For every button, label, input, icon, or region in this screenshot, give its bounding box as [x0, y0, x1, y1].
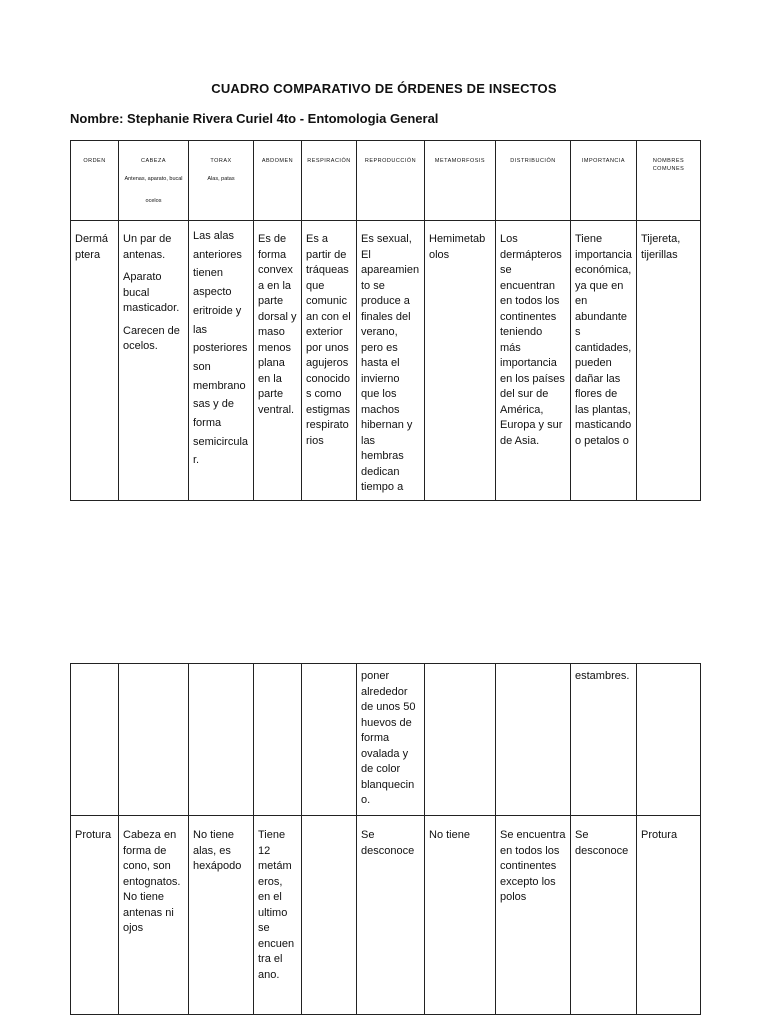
cell-reproduccion: Es sexual, El apareamiento se produce a finales del verano, pero es hasta el invierno que los machos hibernan y las hembras dedican tiempo a: [357, 221, 425, 501]
table-row: [71, 816, 701, 1015]
header-abdomen: ABDOMEN: [254, 141, 302, 221]
cell-torax: Las alas anteriores tienen aspecto eritroide y las posteriores son membranosas y de forma semicircular.: [189, 221, 254, 501]
cell-importancia: estambres.: [571, 664, 637, 816]
header-nombres-comunes: NOMBRES COMUNES: [637, 141, 701, 221]
header-importancia: IMPORTANCIA: [571, 141, 637, 221]
header-respiracion: RESPIRACIÓN: [302, 141, 357, 221]
cell-cabeza: Un par de antenas. Aparato bucal masticador. Carecen de ocelos.: [119, 221, 189, 501]
cell-reproduccion: Se desconoce: [357, 816, 425, 1015]
cell-abdomen: [254, 664, 302, 816]
cell-torax: No tiene alas, es hexápodo: [189, 816, 254, 1015]
cell-distribucion: Los dermápteros se encuentran en todos los continentes teniendo más importancia en los países del sur de América, Europa y sur de Asia.: [496, 221, 571, 501]
header-distribucion: DISTRIBUCIÓN: [496, 141, 571, 221]
cell-metamorfosis: No tiene: [425, 816, 496, 1015]
cell-cabeza: [119, 664, 189, 816]
cell-orden: Dermáptera: [71, 221, 119, 501]
cell-respiracion: Es a partir de tráqueas que comunican con el exterior por unos agujeros conocidos como estigmas respiratorios: [302, 221, 357, 501]
header-reproduccion: REPRODUCCIÓN: [357, 141, 425, 221]
cell-importancia: Tiene importancia económica, ya que en en abundantes cantidades, pueden dañar las flores de las plantas, masticando o petalos o: [571, 221, 637, 501]
cell-nombres-comunes: Tijereta, tijerillas: [637, 221, 701, 501]
table-row: [71, 221, 701, 501]
cell-abdomen: Es de forma convexa en la parte dorsal y maso menos plana en la parte ventral.: [254, 221, 302, 501]
cell-nombres-comunes: [637, 664, 701, 816]
header-metamorfosis: METAMORFOSIS: [425, 141, 496, 221]
cell-metamorfosis: [425, 664, 496, 816]
author-line: Nombre: Stephanie Rivera Curiel 4to - Entomologia General: [70, 111, 439, 126]
cell-torax: [189, 664, 254, 816]
cell-distribucion: [496, 664, 571, 816]
page-title: CUADRO COMPARATIVO DE ÓRDENES DE INSECTOS: [211, 81, 557, 96]
insect-orders-table-continued: [70, 663, 701, 1015]
cell-respiracion: [302, 816, 357, 1015]
header-cabeza: CABEZA Antenas, aparato, bucal ocelos: [119, 141, 189, 221]
cell-reproduccion: poner alrededor de unos 50 huevos de forma ovalada y de color blanquecino.: [357, 664, 425, 816]
table-row: [71, 664, 701, 816]
header-torax: TORAX Alas, patas: [189, 141, 254, 221]
cell-distribucion: Se encuentra en todos los continentes excepto los polos: [496, 816, 571, 1015]
cell-importancia: Se desconoce: [571, 816, 637, 1015]
header-orden: ORDEN: [71, 141, 119, 221]
table-header-row: [71, 141, 701, 221]
cell-orden: [71, 664, 119, 816]
cell-metamorfosis: Hemimetabolos: [425, 221, 496, 501]
cell-orden: Protura: [71, 816, 119, 1015]
cell-nombres-comunes: Protura: [637, 816, 701, 1015]
cell-respiracion: [302, 664, 357, 816]
insect-orders-table: [70, 140, 701, 501]
cell-cabeza: Cabeza en forma de cono, son entognatos. No tiene antenas ni ojos: [119, 816, 189, 1015]
cell-abdomen: Tiene 12 metámeros, en el ultimo se encuentra el ano.: [254, 816, 302, 1015]
